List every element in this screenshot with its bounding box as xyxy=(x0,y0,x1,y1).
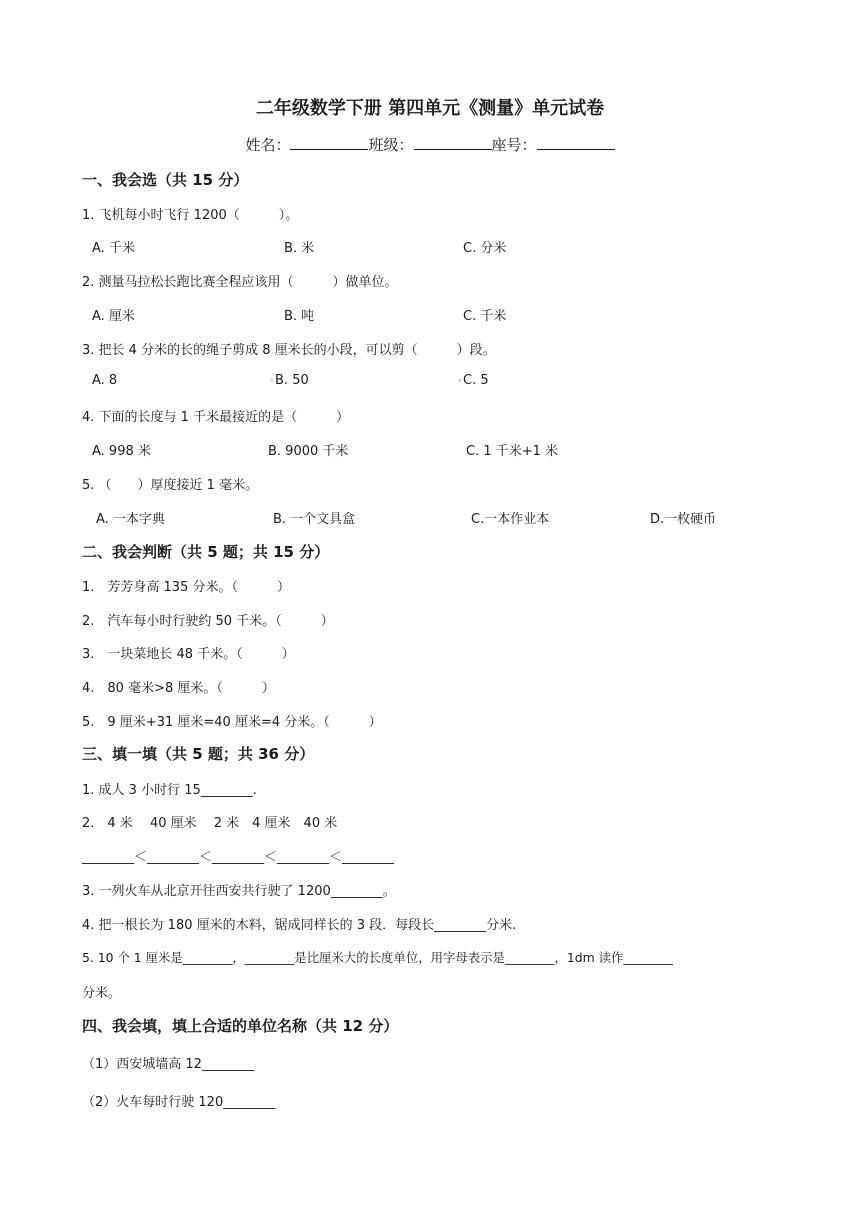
s1-q2-option-c[interactable]: C. 千米 xyxy=(463,309,507,324)
s1-question-3: 3. 把长 4 分米的长的绳子剪成 8 厘米长的小段，可以剪（ ）段。 xyxy=(82,343,496,358)
s2-item-2: 2. 汽车每小时行驶约 50 千米。（ ） xyxy=(82,614,334,629)
section2-heading: 二、我会判断（共 5 题；共 15 分） xyxy=(82,543,330,561)
s1-q4-option-c[interactable]: C. 1 千米+1 米 xyxy=(466,444,559,459)
section3-heading: 三、填一填（共 5 题；共 36 分） xyxy=(82,745,315,763)
name-label: 姓名： xyxy=(245,136,291,154)
s1-q1-option-b[interactable]: B. 米 xyxy=(284,241,315,256)
class-label: 班级： xyxy=(368,136,414,154)
s1-q1-option-c[interactable]: C. 分米 xyxy=(463,241,507,256)
s4-item-2: （2）火车每时行驶 120________ xyxy=(82,1095,276,1110)
s1-question-4: 4. 下面的长度与 1 千米最接近的是（ ） xyxy=(82,410,350,425)
student-info-line xyxy=(0,134,860,155)
s1-q5-option-b[interactable]: B. 一个文具盒 xyxy=(273,512,356,527)
s1-q3-option-c-wrap[interactable] xyxy=(457,373,489,388)
s1-q4-option-a[interactable]: A. 998 米 xyxy=(92,444,151,459)
s1-question-1: 1. 飞机每小时飞行 1200（ ）。 xyxy=(82,208,299,223)
stray-dot-icon: ∘ xyxy=(457,376,463,385)
page-title: 二年级数学下册 第四单元《测量》单元试卷 xyxy=(255,98,605,119)
s3-line-1: 1. 成人 3 小时行 15________. xyxy=(82,783,257,798)
s3-line-4: 4. 把一根长为 180 厘米的木料，锯成同样长的 3 段．每段长________分米. xyxy=(82,918,517,933)
s1-q5-option-d[interactable]: D.一枚硬币 xyxy=(650,512,717,527)
s3-line-3: 3. 一列火车从北京开往西安共行驶了 1200________。 xyxy=(82,884,396,899)
s1-q3-option-a[interactable]: A. 8 xyxy=(92,373,118,388)
s2-item-1: 1. 芳芳身高 135 分米。（ ） xyxy=(82,580,290,595)
s1-question-5: 5. （ ）厚度接近 1 毫米。 xyxy=(82,478,259,493)
section1-heading: 一、我会选（共 15 分） xyxy=(82,171,249,189)
s1-question-2: 2. 测量马拉松长跑比赛全程应该用（ ）做单位。 xyxy=(82,275,398,290)
s1-q1-option-a[interactable]: A. 千米 xyxy=(92,241,135,256)
seat-blank[interactable] xyxy=(537,135,615,150)
seat-label: 座号： xyxy=(491,136,537,154)
s1-q3-option-b-wrap[interactable] xyxy=(269,373,309,388)
s3-line-5-cont: 分米。 xyxy=(82,986,122,1001)
section4-heading: 四、我会填，填上合适的单位名称（共 12 分） xyxy=(82,1017,399,1035)
s2-item-5: 5. 9 厘米+31 厘米=40 厘米=4 分米。（ ） xyxy=(82,715,382,730)
s1-q3-option-c: C. 5 xyxy=(463,373,489,388)
s1-q4-option-b[interactable]: B. 9000 千米 xyxy=(268,444,349,459)
s3-line-2: 2. 4 米 40 厘米 2 米 4 厘米 40 米 xyxy=(82,816,338,831)
s1-q2-option-b[interactable]: B. 吨 xyxy=(284,309,315,324)
s3-line-2-blanks: ________＜________＜________＜________＜________ xyxy=(82,850,394,865)
s1-q5-option-c[interactable]: C.一本作业本 xyxy=(471,512,550,527)
s2-item-4: 4. 80 毫米>8 厘米。（ ） xyxy=(82,681,275,696)
name-blank[interactable] xyxy=(290,135,368,150)
s3-line-5: 5. 10 个 1 厘米是________，________是比厘米大的长度单位，用字母表示是________，1dm 读作________ xyxy=(82,950,673,965)
s4-item-1: （1）西安城墙高 12________ xyxy=(82,1057,254,1072)
stray-dot-icon: ∘ xyxy=(269,376,275,385)
s2-item-3: 3. 一块菜地长 48 千米。（ ） xyxy=(82,647,295,662)
s1-q3-option-b: B. 50 xyxy=(275,373,309,388)
class-blank[interactable] xyxy=(414,135,492,150)
s1-q5-option-a[interactable]: A. 一本字典 xyxy=(96,512,165,527)
s1-q2-option-a[interactable]: A. 厘米 xyxy=(92,309,135,324)
